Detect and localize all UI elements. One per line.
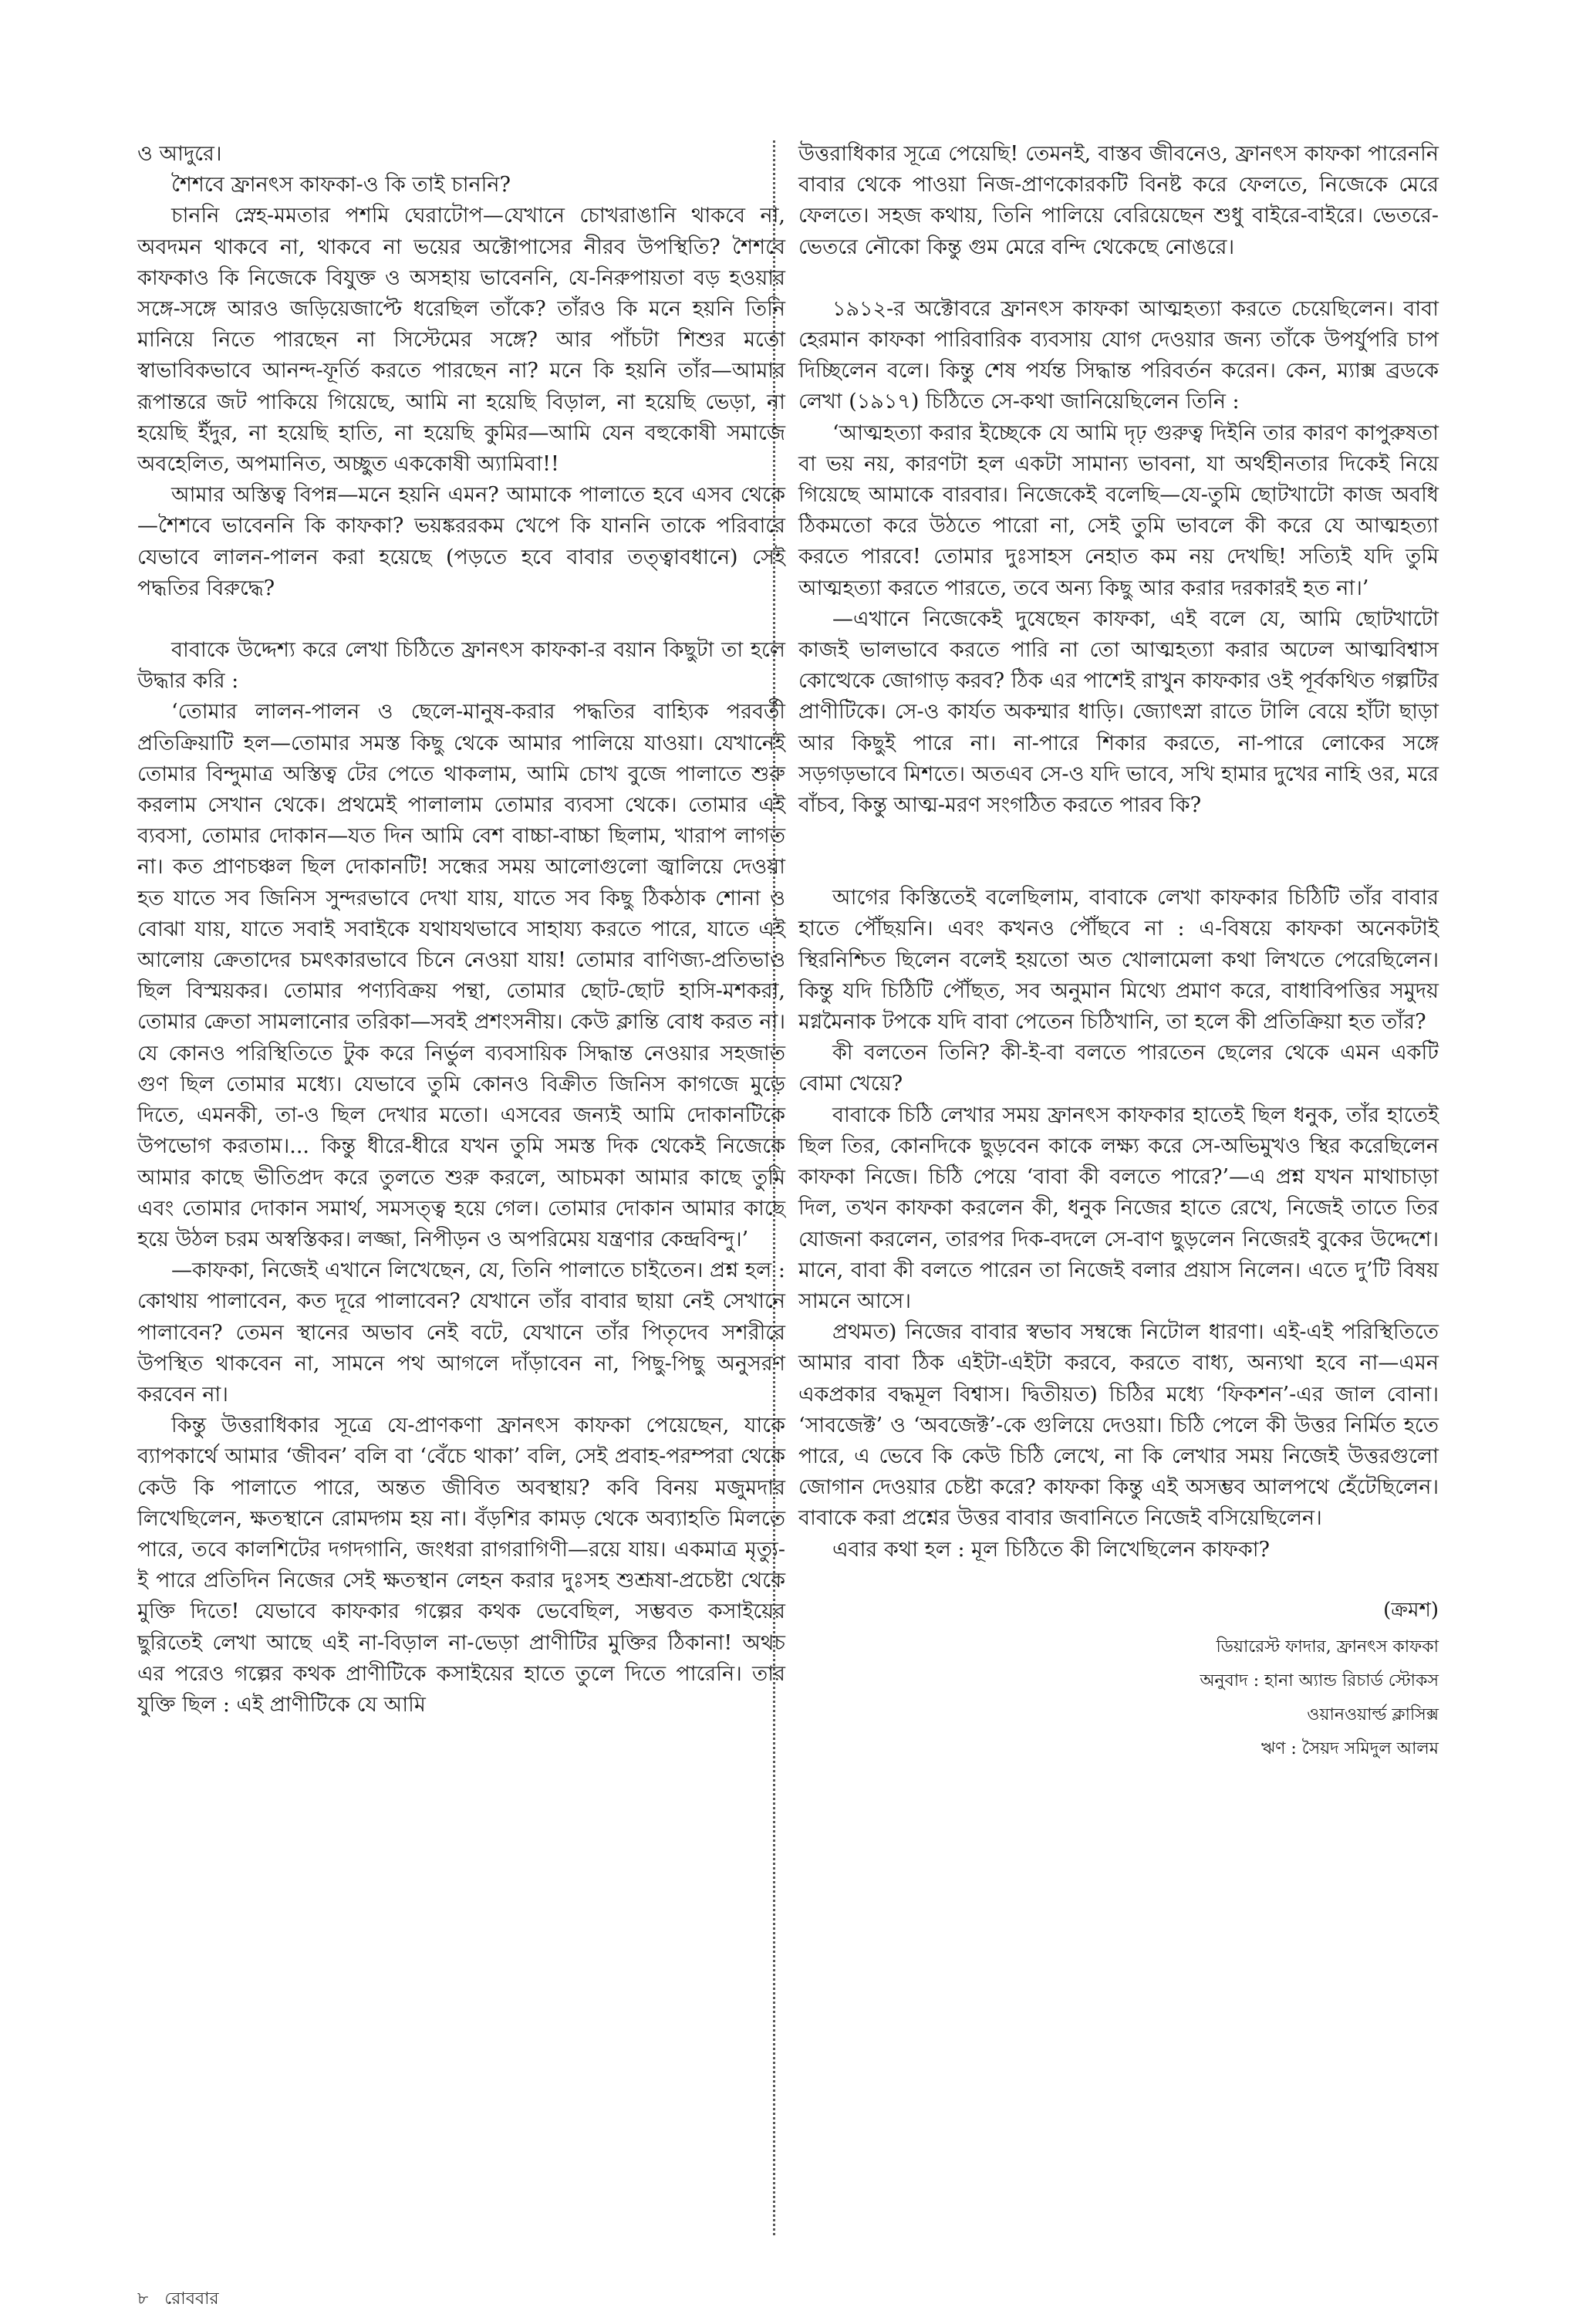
paragraph: —এখানে নিজেকেই দুষেছেন কাফকা, এই বলে যে, আমি ছোটখাটো কাজই ভালভাবে করতে পারি না তো আত্মহত্যা করার অঢেল আত্মবিশ্বাস কোত্থেকে জোগাড় করব? ঠিক এর পাশেই রাখুন কাফকার ওই পূর্বকথিত গল্পটির প্রাণীটিকে। সে-ও কার্যত অকম্মার ধাড়ি। জ্যোৎস্না রাতে টালি বেয়ে হাঁটা ছাড়া আর কিছুই পারে না। না-পারে শিকার করতে, না-পারে লোকের সঙ্গে সড়গড়ভাবে মিশতে। অতএব সে-ও যদি ভাবে, সখি হামার দুখের নাহি ওর, মরে বাঁচব, কিন্তু আত্ম-মরণ সংগঠিত করতে পারব কি? [798,606,1439,818]
credit-debt: ঋণ : সৈয়দ সমিদুল আলম [1260,1738,1439,1758]
paragraph: উত্তরাধিকার সূত্রে পেয়েছি! তেমনই, বাস্তব জীবনেও, ফ্রানৎস কাফকা পারেননি বাবার থেকে পাওয়া নিজ-প্রাণকোরকটি বিনষ্ট করে ফেলতে, নিজেকে মেরে ফেলতে। সহজ কথায়, তিনি পালিয়ে বেরিয়েছেন শুধু বাইরে-বাইরে। ভেতরে-ভেতরে নৌকো কিন্তু গুম মেরে বন্দি থেকেছে নোঙরে। [798,142,1439,259]
paragraph: বাবাকে উদ্দেশ্য করে লেখা চিঠিতে ফ্রানৎস কাফকা-র বয়ান কিছুটা তা হলে উদ্ধার করি : [137,638,785,694]
credit-translation: অনুবাদ : হানা অ্যান্ড রিচার্ড স্টোকস [1200,1670,1439,1691]
paragraph: আমার অস্তিত্ব বিপন্ন—মনে হয়নি এমন? আমাকে পালাতে হবে এসব থেকে—শৈশবে ভাবেননি কি কাফকা? ভয়ঙ্কররকম খেপে কি যাননি তাকে পরিবারে যেভাবে লালন-পালন করা হয়েছে (পড়তে হবে বাবার তত্ত্বাবধানে) সেই পদ্ধতির বিরুদ্ধে? [137,483,785,600]
quote-paragraph: ‘আত্মহত্যা করার ইচ্ছেকে যে আমি দৃঢ় গুরুত্ব দিইনি তার কারণ কাপুরুষতা বা ভয় নয়, কারণটা হল একটা সামান্য ভাবনা, যা অর্থহীনতার দিকেই নিয়ে গিয়েছে আমাকে বারবার। নিজেকেই বলেছি—যে-তুমি ছোটখাটো কাজ অবধি ঠিকমতো করে উঠতে পারো না, সেই তুমি ভাবলে কী করে যে আত্মহত্যা করতে পারবে! তোমার দুঃসাহস নেহাত কম নয় দেখছি! সত্যিই যদি তুমি আত্মহত্যা করতে পারতে, তবে অন্য কিছু আর করার দরকারই হত না।’ [798,421,1439,600]
paragraph: কী বলতেন তিনি? কী-ই-বা বলতে পারতেন ছেলের থেকে এমন একটি বোমা খেয়ে? [798,1041,1439,1096]
page-number: ৮ [137,2289,149,2309]
paragraph: এবার কথা হল : মূল চিঠিতে কী লিখেছিলেন কাফকা? [832,1537,1271,1562]
paragraph: বাবাকে চিঠি লেখার সময় ফ্রানৎস কাফকার হাতেই ছিল ধনুক, তাঁর হাতেই ছিল তির, কোনদিকে ছুড়বেন কাকে লক্ষ্য করে সে-অভিমুখও স্থির করেছিলেন কাফকা নিজে। চিঠি পেয়ে ‘বাবা কী বলতে পারে?’—এ প্রশ্ন যখন মাথাচাড়া দিল, তখন কাফকা করলেন কী, ধনুক নিজের হাতে রেখে, নিজেই তাতে তির যোজনা করলেন, তারপর দিক-বদলে সে-বাণ ছুড়লেন নিজেরই বুকের উদ্দেশে। মানে, বাবা কী বলতে পারেন তা নিজেই বলার প্রয়াস নিলেন। এতে দু’টি বিষয় সামনে আসে। [798,1103,1439,1313]
paragraph: চাননি স্নেহ-মমতার পশমি ঘেরাটোপ—যেখানে চোখরাঙানি থাকবে না, অবদমন থাকবে না, থাকবে না ভয়ের অক্টোপাসের নীরব উপস্থিতি? শৈশবে কাফকাও কি নিজেকে বিযুক্ত ও অসহায় ভাবেননি, যে-নিরুপায়তা বড় হওয়ার সঙ্গে-সঙ্গে আরও জড়িয়েজাপ্টে ধরেছিল তাঁকে? তাঁরও কি মনে হয়নি তিনি মানিয়ে নিতে পারছেন না সিস্টেমের সঙ্গে? আর পাঁচটা শিশুর মতো স্বাভাবিকভাবে আনন্দ-ফূর্তি করতে পারছেন না? মনে কি হয়নি তাঁর—আমার রূপান্তরে জট পাকিয়ে গিয়েছে, আমি না হয়েছি বিড়াল, না হয়েছি ভেড়া, না হয়েছি ইঁদুর, না হয়েছি হাতি, না হয়েছি কুমির—আমি যেন বহুকোষী সমাজে অবহেলিত, অপমানিত, অচ্ছুত এককোষী অ্যামিবা!! [137,204,785,477]
publication-name: রোববার [164,2289,219,2309]
paragraph: ১৯১২-র অক্টোবরে ফ্রানৎস কাফকা আত্মহত্যা করতে চেয়েছিলেন। বাবা হেরমান কাফকা পারিবারিক ব্যবসায় যোগ দেওয়ার জন্য তাঁকে উপর্যুপরি চাপ দিচ্ছিলেন বলে। কিন্তু শেষ পর্যন্ত সিদ্ধান্ত পরিবর্তন করেন। কেন, ম্যাক্স ব্রডকে লেখা (১৯১৭) চিঠিতে সে-কথা জানিয়েছিলেন তিনি : [798,296,1439,414]
page-footer [137,2285,230,2314]
paragraph: আগের কিস্তিতেই বলেছিলাম, বাবাকে লেখা কাফকার চিঠিটি তাঁর বাবার হাতে পৌঁছয়নি। এবং কখনও পৌঁছবে না : এ-বিষয়ে কাফকা অনেকটাই স্থিরনিশ্চিত ছিলেন বলেই হয়তো অত খোলামেলা কথা লিখতে পেরেছিলেন। কিন্তু যদি চিঠিটি পৌঁছত, সব অনুমান মিথ্যে প্রমাণ করে, বাধাবিপত্তির সমুদয় মগ্নমৈনাক টপকে যদি বাবা পেতেন চিঠিখানি, তা হলে কী প্রতিক্রিয়া হত তাঁর? [798,886,1439,1035]
paragraph: প্রথমত) নিজের বাবার স্বভাব সম্বন্ধে নিটোল ধারণা। এই-এই পরিস্থিতিতে আমার বাবা ঠিক এইটা-এইটা করবে, করতে বাধ্য, অন্যথা হবে না—এমন একপ্রকার বদ্ধমূল বিশ্বাস। দ্বিতীয়ত) চিঠির মধ্যে ‘ফিকশন’-এর জাল বোনা। ‘সাবজেক্ট’ ও ‘অবজেক্ট’-কে গুলিয়ে দেওয়া। চিঠি পেলে কী উত্তর নির্মিত হতে পারে, এ ভেবে কি কেউ চিঠি লেখে, না কি লেখার সময় নিজেই উত্তরগুলো জোগান দেওয়ার চেষ্টা করে? কাফকা কিন্তু এই অসম্ভব আলপথে হেঁটেছিলেন। বাবাকে করা প্রশ্নের উত্তর বাবার জবানিতে নিজেই বসিয়েছিলেন। [798,1320,1439,1531]
credit-book: ডিয়ারেস্ট ফাদার, ফ্রানৎস কাফকা [1216,1637,1439,1657]
credit-publisher: ওয়ানওয়ার্ল্ড ক্লাসিক্স [1307,1704,1439,1724]
paragraph: ও আদুরে। [137,142,222,166]
paragraph: কিন্তু উত্তরাধিকার সূত্রে যে-প্রাণকণা ফ্রানৎস কাফকা পেয়েছেন, যাকে ব্যাপকার্থে আমার ‘জীবন’ বলি বা ‘বেঁচে থাকা’ বলি, সেই প্রবাহ-পরম্পরা থেকে কেউ কি পালাতে পারে, অন্তত জীবিত অবস্থায়? কবি বিনয় মজুমদার লিখেছিলেন, ক্ষতস্থানে রোমদ্গম হয় না। বঁড়শির কামড় থেকে অব্যাহতি মিলতে পারে, তবে কালশিটের দগদগানি, জংধরা রাগরাগিণী—রয়ে যায়। একমাত্র মৃত্যু-ই পারে প্রতিদিন নিজের সেই ক্ষতস্থান লেহন করার দুঃসহ শুশ্রূষা-প্রচেষ্টা থেকে মুক্তি দিতে! যেভাবে কাফকার গল্পের কথক ভেবেছিল, সম্ভবত কসাইয়ের ছুরিতেই লেখা আছে এই না-বিড়াল না-ভেড়া প্রাণীটির মুক্তির ঠিকানা! অথচ এর পরেও গল্পের কথক প্রাণীটিকে কসাইয়ের হাতে তুলে দিতে পারেনি। তার যুক্তি ছিল : এই প্রাণীটিকে যে আমি [137,1414,785,1717]
quote-paragraph: ‘তোমার লালন-পালন ও ছেলে-মানুষ-করার পদ্ধতির বাহ্যিক পরবর্তী প্রতিক্রিয়াটি হল—তোমার সমস্ত কিছু থেকে আমার পালিয়ে যাওয়া। যেখানেই তোমার বিন্দুমাত্র অস্তিত্ব টের পেতে থাকলাম, আমি চোখ বুজে পালাতে শুরু করলাম সেখান থেকে। প্রথমেই পালালাম তোমার ব্যবসা থেকে। তোমার এই ব্যবসা, তোমার দোকান—যত দিন আমি বেশ বাচ্চা-বাচ্চা ছিলাম, খারাপ লাগত না। কত প্রাণচঞ্চল ছিল দোকানটি! সন্ধের সময় আলোগুলো জ্বালিয়ে দেওয়া হত যাতে সব জিনিস সুন্দরভাবে দেখা যায়, যাতে সব কিছু ঠিকঠাক শোনা ও বোঝা যায়, যাতে সবাই সবাইকে যথাযথভাবে সাহায্য করতে পারে, যাতে এই আলোয় ক্রেতাদের চমৎকারভাবে চিনে নেওয়া যায়! তোমার বাণিজ্য-প্রতিভাও ছিল বিস্ময়কর। তোমার পণ্যবিক্রয় পন্থা, তোমার ছোট-ছোট হাসি-মশকরা, তোমার ক্রেতা সামলানোর তরিকা—সবই প্রশংসনীয়। কেউ ক্লান্তি বোধ করত না। যে কোনও পরিস্থিতিতে টুক করে নির্ভুল ব্যবসায়িক সিদ্ধান্ত নেওয়ার সহজাত গুণ ছিল তোমার মধ্যে। যেভাবে তুমি কোনও বিক্রীত জিনিস কাগজে মুড়ে দিতে, এমনকী, তা-ও ছিল দেখার মতো। এসবের জন্যই আমি দোকানটিকে উপভোগ করতাম।... কিন্তু ধীরে-ধীরে যখন তুমি সমস্ত দিক থেকেই নিজেকে আমার কাছে ভীতিপ্রদ করে তুলতে শুরু করলে, আচমকা আমার কাছে তুমি এবং তোমার দোকান সমার্থ, সমসত্ত্ব হয়ে গেল। তোমার দোকান আমার কাছে হয়ে উঠল চরম অস্বস্তিকর। লজ্জা, নিপীড়ন ও অপরিমেয় যন্ত্রণার কেন্দ্রবিন্দু।’ [137,700,785,1252]
paragraph: শৈশবে ফ্রানৎস কাফকা-ও কি তাই চাননি? [171,173,511,198]
paragraph: —কাফকা, নিজেই এখানে লিখেছেন, যে, তিনি পালাতে চাইতেন। প্রশ্ন হল : কোথায় পালাবেন, কত দূরে পালাবেন? যেখানে তাঁর বাবার ছায়া নেই সেখানে পালাবেন? তেমন স্থানের অভাব নেই বটে, যেখানে তাঁর পিতৃদেব সশরীরে উপস্থিত থাকবেন না, সামনে পথ আগলে দাঁড়াবেন না, পিছু-পিছু অনুসরণ করবেন না। [137,1258,785,1407]
left-column [137,139,785,1721]
right-column [798,139,1439,1766]
continued-label: (ক্রমশ) [1383,1598,1439,1622]
credits-block [798,1593,1439,1766]
